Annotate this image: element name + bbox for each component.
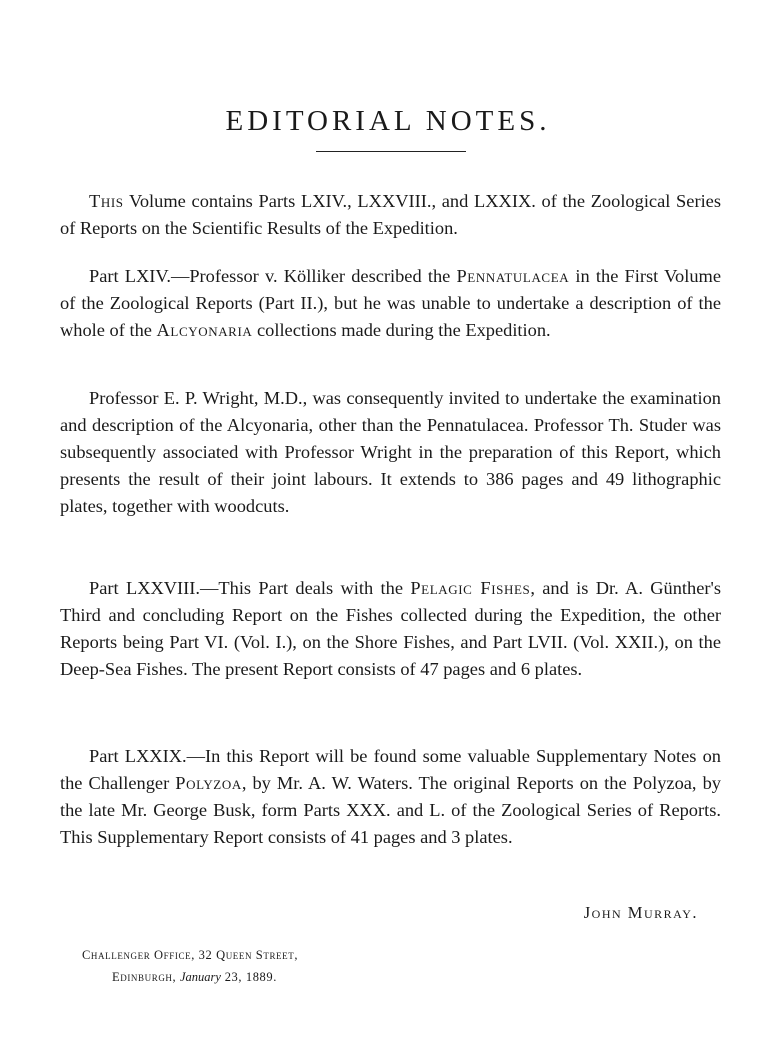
office-date-month: January: [180, 970, 221, 984]
office-address: [82, 944, 298, 988]
signature: John Murray.: [583, 903, 698, 922]
part-lxxix-text-b: , by Mr. A. W. Waters. The original Reports on the Polyzoa, by the late Mr. George Busk, form Parts XXX. and L. of the Zoological Series of Reports. This Supplementary Report consists of 41 pages and 3 plates.: [60, 773, 721, 847]
part-lxiv-text-a: Part LXIV.—Professor v. Kölliker described the: [89, 266, 457, 286]
office-date-rest: 23, 1889.: [220, 970, 277, 984]
part-lxxviii-paragraph: [60, 575, 721, 683]
polyzoa-term: Polyzoa: [175, 773, 242, 793]
wright-studer-paragraph: Professor E. P. Wright, M.D., was consequently invited to undertake the examination and description of the Alcyonaria, other than the Pennatulacea. Professor Th. Studer was subsequently associated with Professor Wright in the preparation of this Report, which presents the result of their joint labours. It extends to 386 pages and 49 lithographic plates, together with woodcuts.: [60, 388, 721, 516]
page-title: EDITORIAL NOTES.: [225, 105, 551, 138]
part-lxxix-text-a: Part LXXIX.—In this Report will be found some valuable Supplementary Notes on the Challenger: [60, 746, 721, 793]
part-lxiv-text-b: in the First Volume of the Zoological Reports (Part II.), but he was unable to undertake a description of the whole of the: [60, 266, 721, 340]
alcyonaria-term: Alcyonaria: [156, 320, 253, 340]
part-lxxviii-text-a: Part LXXVIII.—This Part deals with the: [89, 578, 411, 598]
pennatulacea-term: Pennatulacea: [456, 266, 570, 286]
intro-lead-word: This: [89, 191, 124, 211]
title-divider: [316, 151, 466, 152]
intro-paragraph: [60, 188, 721, 242]
part-lxxix-paragraph: [60, 743, 721, 851]
intro-text: Volume contains Parts LXIV., LXXVIII., and LXXIX. of the Zoological Series of Reports on the Scientific Results of the Expedition.: [60, 191, 721, 238]
part-lxxviii-text-b: , and is Dr. A. Günther's Third and concluding Report on the Fishes collected during the Expedition, the other Reports being Part VI. (Vol. I.), on the Shore Fishes, and Part LVII. (Vol. XXII.), on the Deep-Sea Fishes. The present Report consists of 47 pages and 6 plates.: [60, 578, 721, 679]
pelagic-fishes-term: Pelagic Fishes: [410, 578, 531, 598]
office-line-2: [82, 966, 298, 988]
office-place: Edinburgh,: [112, 970, 180, 984]
part-lxiv-paragraph: [60, 263, 721, 344]
part-lxiv-text-c: collections made during the Expedition.: [252, 320, 551, 340]
office-line-1: Challenger Office, 32 Queen Street,: [82, 948, 299, 962]
